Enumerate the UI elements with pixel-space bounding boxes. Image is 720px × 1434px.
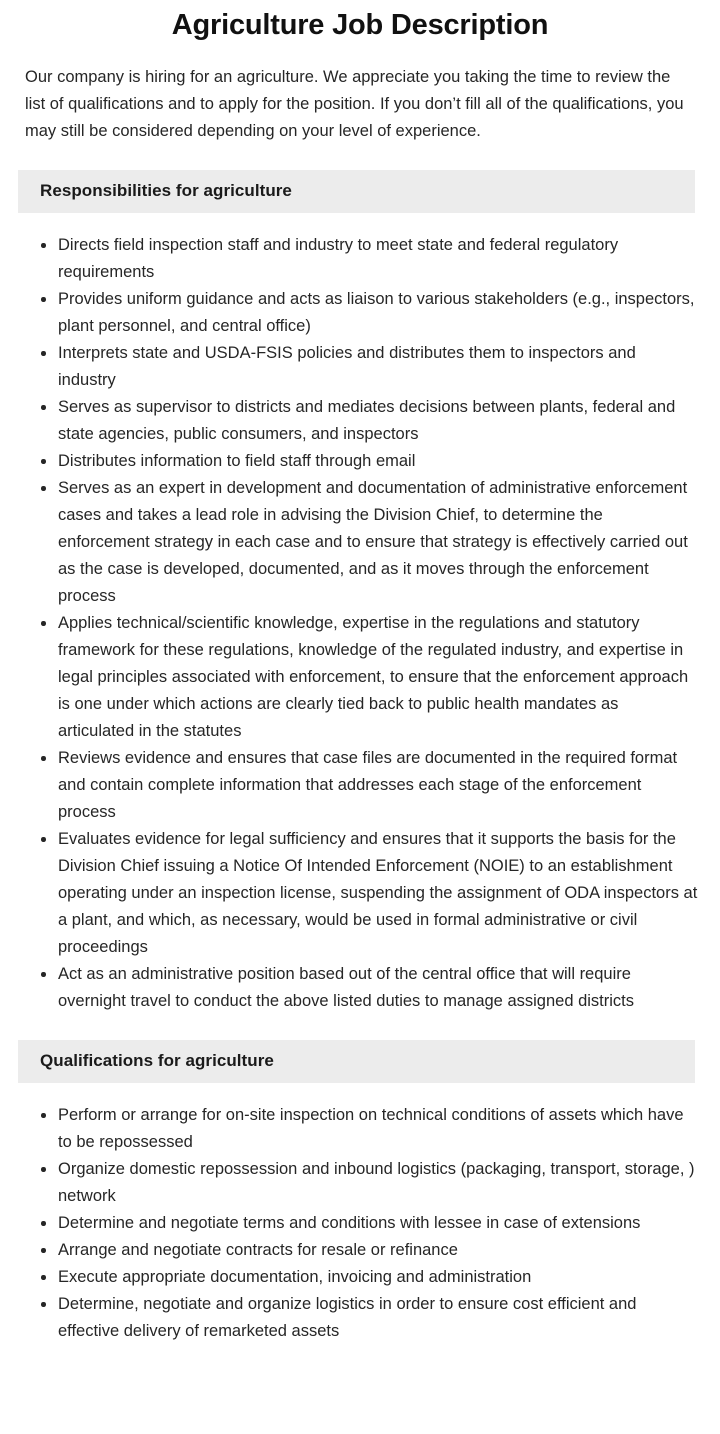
responsibilities-list [0, 213, 720, 1015]
bullet-icon [41, 1167, 46, 1172]
bullet-icon [41, 1221, 46, 1226]
section-header-responsibilities [18, 170, 695, 213]
section-heading-label: Qualifications for agriculture [40, 1051, 274, 1070]
bullet-icon [41, 243, 46, 248]
list-item [0, 448, 698, 475]
list-item-text: Applies technical/scientific knowledge, expertise in the regulations and statutory framework for these regulations, knowledge of the regulated industry, and expertise in legal principles associated with enforcement, to ensure that the enforcement approach is one under which actions are clearly tied back to public health mandates as articulated in the statutes [58, 614, 689, 740]
list-item-text: Directs field inspection staff and industry to meet state and federal regulatory requirements [58, 236, 619, 281]
list-item-text: Reviews evidence and ensures that case files are documented in the required format and contain complete information that addresses each stage of the enforcement process [58, 749, 678, 821]
list-item [0, 1156, 698, 1210]
list-item [0, 475, 698, 610]
bullet-icon [41, 297, 46, 302]
list-item [0, 340, 698, 394]
bullet-icon [41, 837, 46, 842]
section-responsibilities [0, 170, 720, 1015]
section-qualifications [0, 1040, 720, 1345]
list-item-text: Perform or arrange for on-site inspection on technical conditions of assets which have to be repossessed [58, 1106, 684, 1151]
bullet-icon [41, 351, 46, 356]
bullet-icon [41, 1113, 46, 1118]
page-title: Agriculture Job Description [171, 9, 549, 41]
list-item [0, 1210, 698, 1237]
list-item-text: Determine and negotiate terms and conditions with lessee in case of extensions [58, 1214, 641, 1232]
bullet-icon [41, 1248, 46, 1253]
list-item-text: Determine, negotiate and organize logistics in order to ensure cost efficient and effective delivery of remarketed assets [58, 1295, 637, 1340]
bullet-icon [41, 756, 46, 761]
list-item [0, 1291, 698, 1345]
bullet-icon [41, 459, 46, 464]
page-bottom-spacer [0, 1345, 720, 1391]
list-item-text: Provides uniform guidance and acts as liaison to various stakeholders (e.g., inspectors, plant personnel, and central office) [58, 290, 695, 335]
list-item-text: Serves as supervisor to districts and mediates decisions between plants, federal and state agencies, public consumers, and inspectors [58, 398, 676, 443]
list-item-text: Organize domestic repossession and inbound logistics (packaging, transport, storage, ) network [58, 1160, 695, 1205]
list-item [0, 826, 698, 961]
bullet-icon [41, 1275, 46, 1280]
list-item [0, 286, 698, 340]
list-item [0, 1102, 698, 1156]
list-item [0, 610, 698, 745]
list-item-text: Arrange and negotiate contracts for resale or refinance [58, 1241, 458, 1259]
intro-paragraph: Our company is hiring for an agriculture. We appreciate you taking the time to review the list of qualifications and to apply for the position. If you don’t fill all of the qualifications, you may still be considered depending on your level of experience. [25, 68, 684, 140]
list-item [0, 961, 698, 1015]
list-item [0, 394, 698, 448]
bullet-icon [41, 405, 46, 410]
bullet-icon [41, 621, 46, 626]
section-heading-label: Responsibilities for agriculture [40, 181, 292, 200]
list-item-text: Interprets state and USDA-FSIS policies and distributes them to inspectors and industry [58, 344, 636, 389]
list-item [0, 1237, 698, 1264]
list-item-text: Act as an administrative position based out of the central office that will require overnight travel to conduct the above listed duties to manage assigned districts [58, 965, 635, 1010]
section-header-qualifications [18, 1040, 695, 1083]
list-item-text: Distributes information to field staff through email [58, 452, 416, 470]
list-item-text: Execute appropriate documentation, invoicing and administration [58, 1268, 532, 1286]
qualifications-list [0, 1083, 720, 1345]
list-item [0, 232, 698, 286]
list-item [0, 745, 698, 826]
list-item [0, 1264, 698, 1291]
list-item-text: Serves as an expert in development and documentation of administrative enforcement cases and takes a lead role in advising the Division Chief, to determine the enforcement strategy in each case and to ensure that strategy is effectively carried out as the case is developed, documented, and as it moves through the enforcement process [58, 479, 688, 605]
bullet-icon [41, 1302, 46, 1307]
bullet-icon [41, 486, 46, 491]
list-item-text: Evaluates evidence for legal sufficiency and ensures that it supports the basis for the Division Chief issuing a Notice Of Intended Enforcement (NOIE) to an establishment operating under an inspection license, suspending the assignment of ODA inspectors at a plant, and which, as necessary, would be used in formal administrative or civil proceedings [58, 830, 698, 956]
bullet-icon [41, 972, 46, 977]
